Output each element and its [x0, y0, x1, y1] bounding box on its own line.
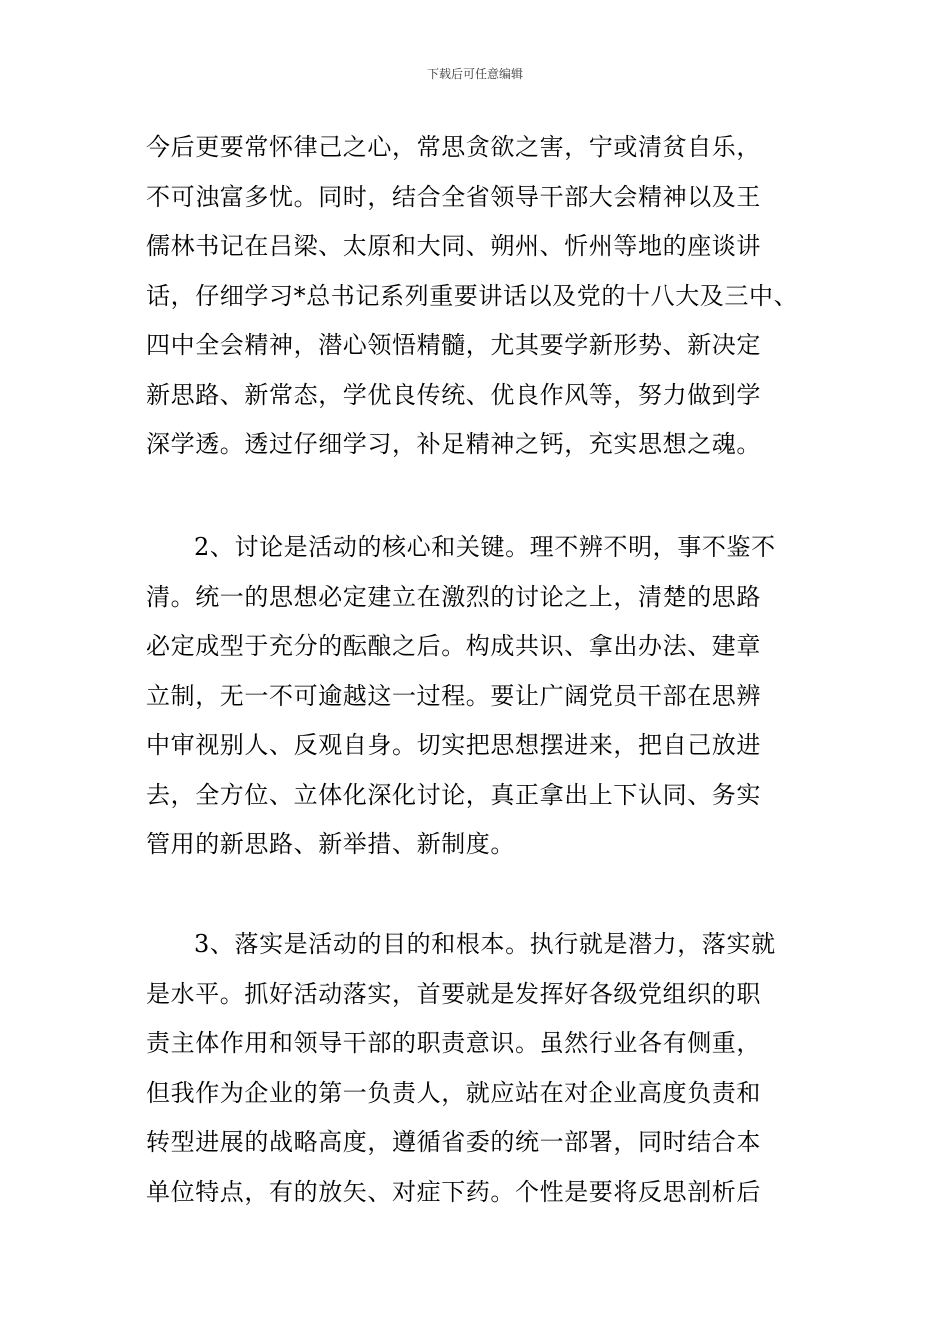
- text-line: 3、落实是活动的目的和根本。执行就是潜力，落实就: [194, 930, 776, 958]
- text-line: 清。统一的思想必定建立在激烈的讨论之上，清楚的思路: [146, 582, 761, 611]
- text-line: 但我作为企业的第一负责人，就应站在对企业高度负责和: [146, 1078, 761, 1107]
- text-line: 去，全方位、立体化深化讨论，真正拿出上下认同、务实: [146, 780, 761, 809]
- text-line: 立制，无一不可逾越这一过程。要让广阔党员干部在思辨: [146, 681, 761, 710]
- text-line: 是水平。抓好活动落实，首要就是发挥好各级党组织的职: [146, 979, 761, 1008]
- text-line: 新思路、新常态，学优良传统、优良作风等，努力做到学: [146, 380, 761, 409]
- paragraph-3: [146, 920, 776, 1217]
- text-line: 四中全会精神，潜心领悟精髓，尤其要学新形势、新决定: [146, 331, 761, 359]
- paragraph-2: [146, 523, 776, 870]
- text-line: 深学透。透过仔细学习，补足精神之钙，充实思想之魂。: [146, 430, 761, 458]
- text-line: 管用的新思路、新举措、新制度。: [146, 830, 515, 858]
- text-line: 单位特点，有的放矢、对症下药。个性是要将反思剖析后: [146, 1177, 761, 1206]
- page-header: 下载后可任意编辑: [426, 67, 523, 81]
- text-line: 转型进展的战略高度，遵循省委的统一部署，同时结合本: [146, 1128, 761, 1156]
- text-line: 儒林书记在吕梁、太原和大同、朔州、忻州等地的座谈讲: [146, 232, 761, 260]
- text-line: 2、讨论是活动的核心和关键。理不辨不明，事不鉴不: [194, 533, 776, 561]
- text-line: 今后更要常怀律己之心，常思贪欲之害，宁或清贫自乐，: [146, 133, 761, 161]
- text-line: 话，仔细学习*总书记系列重要讲话以及党的十八大及三中、: [146, 281, 799, 310]
- text-line: 不可浊富多忧。同时，结合全省领导干部大会精神以及王: [146, 182, 761, 211]
- text-line: 必定成型于充分的酝酿之后。构成共识、拿出办法、建章: [146, 632, 761, 660]
- text-line: 责主体作用和领导干部的职责意识。虽然行业各有侧重，: [146, 1029, 761, 1057]
- text-line: 中审视别人、反观自身。切实把思想摆进来，把自己放进: [146, 731, 761, 759]
- paragraph-1: [146, 123, 798, 470]
